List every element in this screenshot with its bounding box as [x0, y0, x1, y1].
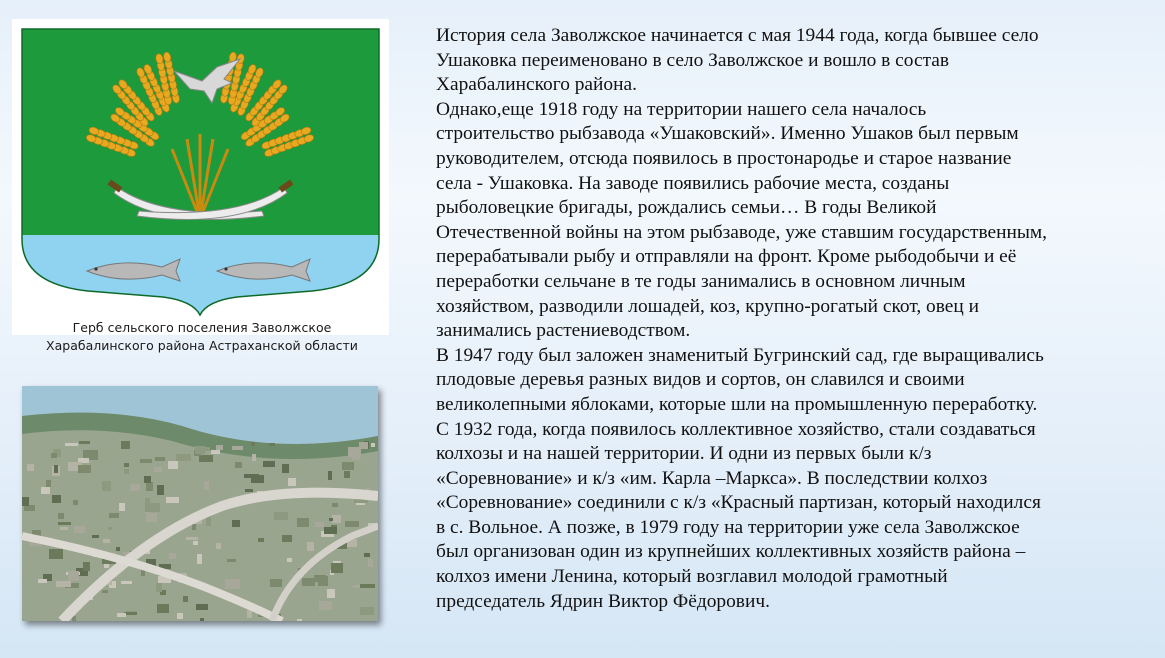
- history-text-line: великолепными яблоками, которые шли на промышленную переработку.: [436, 393, 1038, 415]
- history-text-line: села - Ушаковка. На заводе появились рабочие места, созданы: [436, 172, 950, 194]
- history-text-line: был организован один из крупнейших коллективных хозяйств района –: [436, 541, 1026, 563]
- history-text-line: В 1947 году был заложен знаменитый Бугринский сад, где выращивались: [436, 344, 1044, 366]
- history-text-line: председатель Ядрин Виктор Фёдорович.: [436, 590, 770, 612]
- history-text-line: перерабатывали рыбу и отправляли на фронт. Кроме рыбодобычи и её: [436, 246, 1017, 268]
- history-text-line: занимались растениеводством.: [436, 320, 691, 342]
- history-text-line: Отечественной войны на этом рыбзаводе, уже ставшим государственным,: [436, 221, 1048, 243]
- history-text-line: плодовые деревья разных видов и сортов, он славился и своими: [436, 369, 965, 391]
- history-text-line: переработки сельчане в те годы занимались в основном личным: [436, 270, 966, 292]
- aerial-village-photo: [22, 386, 378, 621]
- photo-image: [22, 386, 378, 621]
- caption-line: Герб сельского поселения Заволжское: [72, 320, 332, 335]
- history-text: [436, 24, 1158, 614]
- coat-of-arms-panel: [12, 19, 389, 353]
- history-text-line: колхоз имени Ленина, который возглавил молодой грамотный: [436, 566, 948, 588]
- history-text-line: хозяйством, разводили лошадей, коз, крупно-рогатый скот, овец и: [436, 295, 979, 317]
- history-text-line: в с. Вольное. А позже, в 1979 году на территории уже села Заволжское: [436, 516, 1020, 538]
- history-text-line: строительство рыбзавода «Ушаковский». Именно Ушаков был первым: [436, 123, 1019, 145]
- history-text-line: «Соревнование» и к/з «им. Карла –Маркса». В последствии колхоз: [436, 467, 988, 489]
- coat-of-arms-caption: [12, 319, 392, 355]
- shield-field-blue: [12, 235, 389, 319]
- history-text-line: История села Заволжское начинается с мая 1944 года, когда бывшее село: [436, 25, 1039, 46]
- coat-of-arms-emblem: [12, 19, 389, 319]
- caption-line: Харабалинского района Астраханской области: [46, 338, 358, 353]
- history-text-line: колхозы и на нашей территории. И одни из первых были к/з: [436, 443, 932, 465]
- history-text-line: Харабалинского района.: [436, 74, 637, 96]
- history-text-line: «Соревнование» соединили с к/з «Красный партизан, который находился: [436, 492, 1041, 514]
- history-text-line: Ушаковка переименовано в село Заволжское и вошло в состав: [436, 49, 950, 71]
- history-text-line: руководителем, отсюда появилось в простонародье и старое название: [436, 147, 1012, 169]
- history-text-line: Однако,еще 1918 году на территории нашего села началось: [436, 98, 927, 120]
- history-text-line: рыболовецкие бригады, рождались семьи… В годы Великой: [436, 197, 937, 219]
- history-text-line: С 1932 года, когда появилось коллективное хозяйство, стали создаваться: [436, 418, 1036, 440]
